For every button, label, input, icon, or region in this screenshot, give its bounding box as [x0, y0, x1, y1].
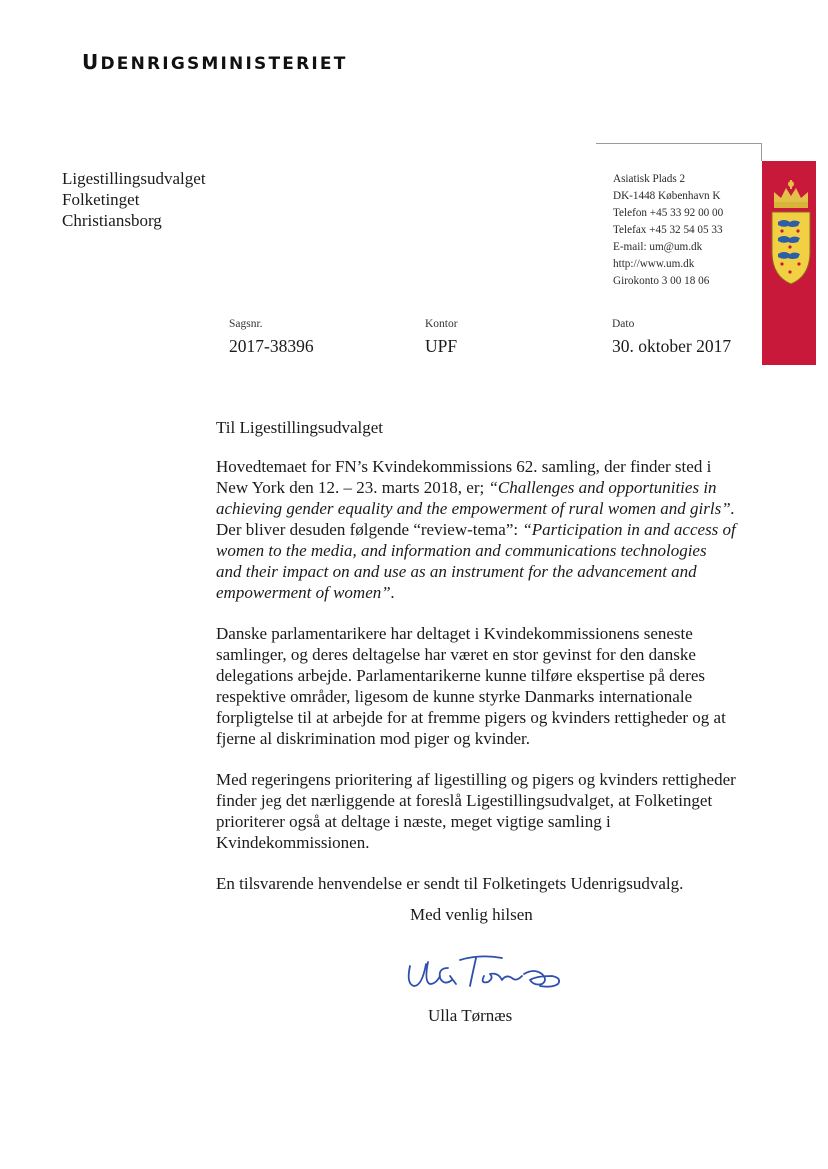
address-line: Asiatisk Plads 2 [613, 173, 686, 185]
theme-title: “Challenges and opportunities in achieving gender equality and the empowerment of rural women and girls”. [216, 478, 735, 518]
ministry-rest: DENRIGSMINISTERIET [100, 54, 348, 74]
ministry-initial: U [82, 50, 101, 74]
letter-body [216, 417, 736, 914]
kontor-label: Kontor [425, 318, 458, 330]
address-line: DK-1448 København K [613, 190, 721, 202]
paragraph-priority: Med regeringens prioritering af ligestilling og pigers og kvinders rettigheder finder jeg det nærliggende at foreslå Ligestillingsudvalget, at Folketinget prioriterer også at deltage i næste, meget vigtige samling i Kvindekommissionen. [216, 770, 736, 852]
review-intro: Der bliver desuden følgende “review-tema”: [216, 520, 523, 539]
address-line: Telefon +45 33 92 00 00 [613, 207, 724, 219]
handwritten-signature [402, 946, 567, 996]
paragraph-copy-note: En tilsvarende henvendelse er sendt til Folketingets Udenrigsudvalg. [216, 874, 684, 893]
header-rule-corner [761, 143, 762, 161]
sagsnr-value: 2017-38396 [229, 336, 314, 356]
recipient-line: Folketinget [62, 190, 140, 209]
address-line: http://www.um.dk [613, 258, 695, 270]
kontor-value: UPF [425, 336, 458, 356]
paragraph-participation: Danske parlamentarikere har deltaget i Kvindekommissionens seneste samlinger, og deres deltagelse har været en stor gevinst for den danske delegations arbejde. Parlamentarikerne kunne tilføre ekspertise på deres respektive områder, ligesom de kunne styrke Danmarks internationale forpligtelse til at arbejde for at fremme pigers og kvinders rettigheder og at fjerne al diskrimination mod piger og kvinder. [216, 624, 726, 748]
sagsnr-label: Sagsnr. [229, 318, 263, 330]
paragraph-theme [216, 456, 736, 603]
sender-address [613, 171, 723, 290]
header-rule [596, 143, 762, 144]
closing-greeting: Med venlig hilsen [410, 905, 533, 924]
signer-name: Ulla Tørnæs [428, 1006, 513, 1025]
coat-of-arms-icon [766, 176, 816, 288]
ministry-name [82, 50, 348, 74]
address-line: Telefax +45 32 54 05 33 [613, 224, 723, 236]
address-line: E-mail: um@um.dk [613, 241, 703, 253]
recipient-address [62, 168, 206, 231]
address-line: Girokonto 3 00 18 06 [613, 275, 710, 287]
review-title: “Participation in and access of women to the media, and information and communications technologies and their impact on and use as an instrument for the advancement and empowerment of women”. [216, 520, 736, 602]
recipient-line: Christiansborg [62, 211, 162, 230]
theme-intro: Hovedtemaet for FN’s Kvindekommissions 62. samling, der finder sted i New York den 12. – 23. marts 2018, er; [216, 457, 712, 497]
recipient-line: Ligestillingsudvalget [62, 169, 206, 188]
dato-label: Dato [612, 318, 635, 330]
salutation: Til Ligestillingsudvalget [216, 418, 384, 437]
dato-value: 30. oktober 2017 [612, 336, 732, 356]
